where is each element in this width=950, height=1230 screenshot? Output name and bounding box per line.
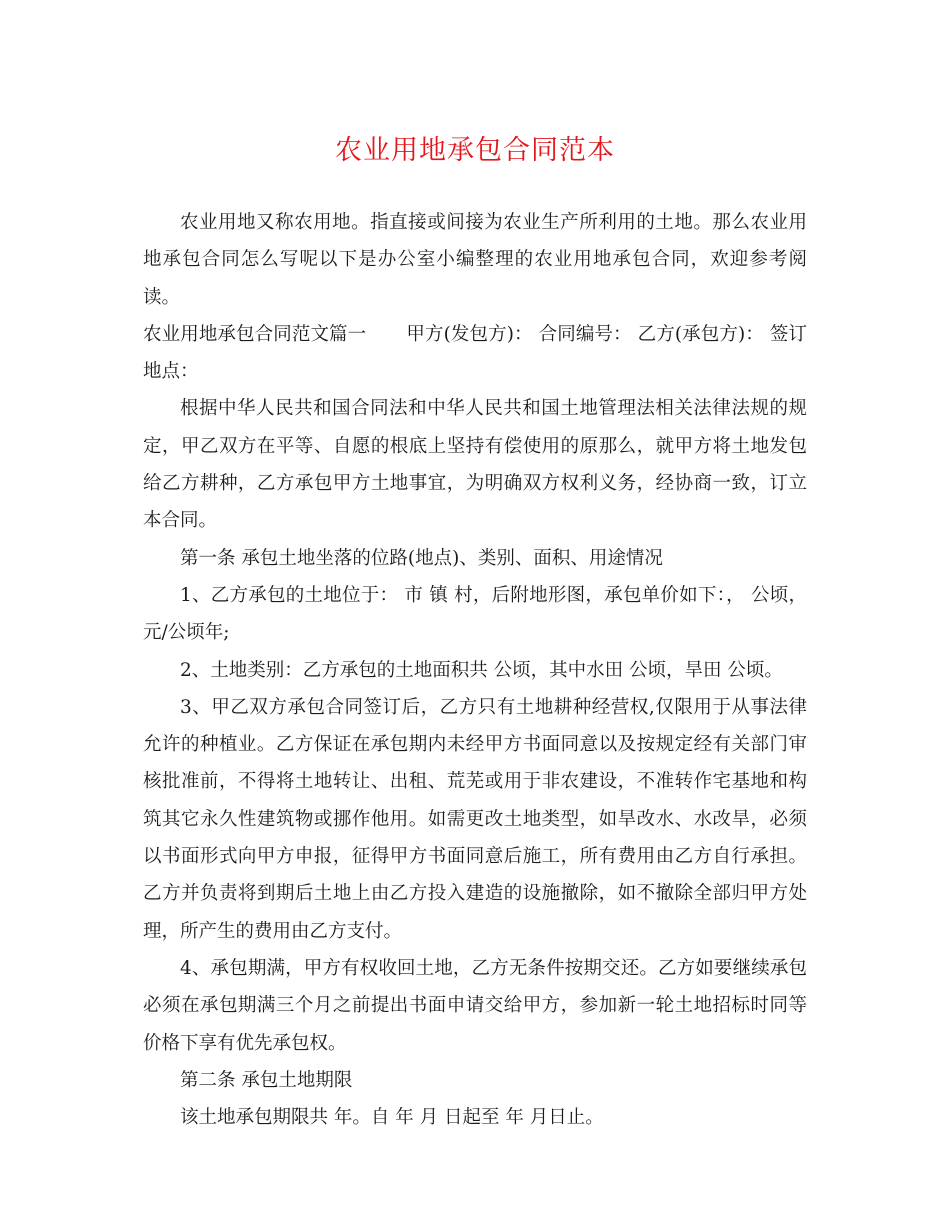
article2-text: 该土地承包期限共 年。自 年 月 日起至 年 月日止。 [180, 1107, 604, 1129]
article1-item1: 1、乙方承包的土地位于： 市 镇 村，后附地形图，承包单价如下：， 公顷， 元/公顷年; [143, 584, 807, 644]
parties-paragraph [143, 316, 807, 391]
intro-paragraph: 农业用地又称农用地。指直接或间接为农业生产所利用的土地。那么农业用地承包合同怎么写呢以下是办公室小编整理的农业用地承包合同，欢迎参考阅读。 [143, 212, 807, 308]
parties-heading: 农业用地承包合同范文篇一 [143, 323, 367, 345]
document-title: 农业用地承包合同范本 [335, 135, 615, 166]
document-body [143, 204, 807, 1136]
article1-item4: 4、承包期满，甲方有权收回土地，乙方无条件按期交还。乙方如要继续承包必须在承包期满三个月之前提出书面申请交给甲方，参加新一轮土地招标时同等价格下享有优先承包权。 [143, 957, 807, 1054]
article1-item3: 3、甲乙双方承包合同签订后，乙方只有土地耕种经营权,仅限用于从事法律允许的种植业。乙方保证在承包期内未经甲方书面同意以及按规定经有关部门审核批准前，不得将土地转让、出租、荒芜或用于非农建设，不准转作宅基地和构筑其它永久性建筑物或挪作他用。如需更改土地类型，如旱改水、水改旱，必须以书面形式向甲方申报，征得甲方书面同意后施工，所有费用由乙方自行承担。乙方并负责将到期后土地上由乙方投入建造的设施撤除，如不撤除全部归甲方处理，所产生的费用由乙方支付。 [143, 696, 807, 942]
article2-heading: 第二条 承包土地期限 [180, 1069, 353, 1091]
article1-heading: 第一条 承包土地坐落的位路(地点)、类别、面积、用途情况 [180, 547, 663, 569]
parties-text: 甲方(发包方)： 合同编号： 乙方(承包方)： 签订地点： [143, 323, 807, 383]
preamble-paragraph: 根据中华人民共和国合同法和中华人民共和国土地管理法相关法律法规的规定，甲乙双方在平等、自愿的根底上坚持有偿使用的原那么，就甲方将土地发包给乙方耕种，乙方承包甲方土地事宜，为明确双方权利义务，经协商一致，订立本合同。 [143, 398, 807, 532]
article1-item2: 2、土地类别：乙方承包的土地面积共 公顷，其中水田 公顷，旱田 公顷。 [180, 659, 783, 681]
